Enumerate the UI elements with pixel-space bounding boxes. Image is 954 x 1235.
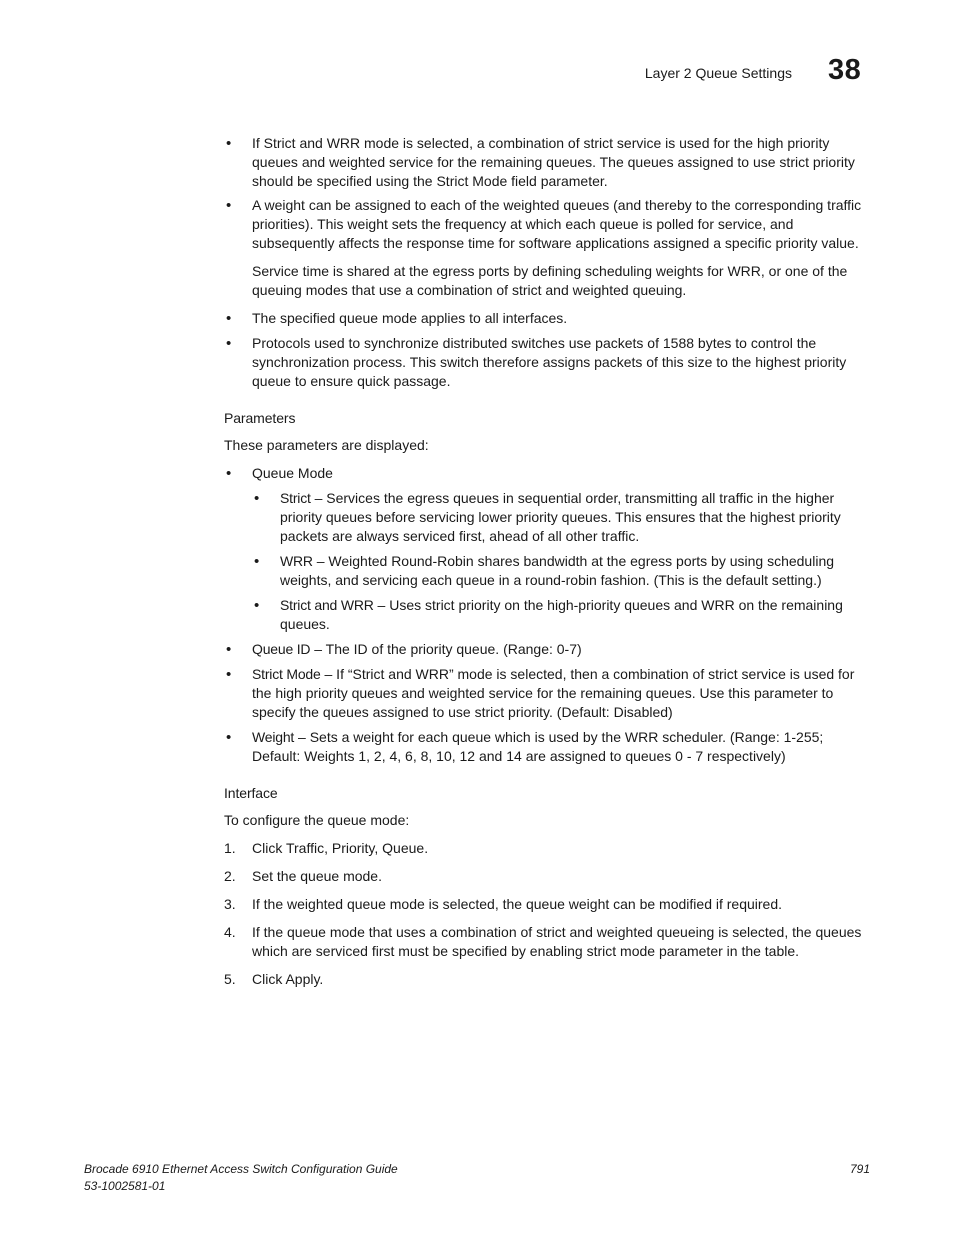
parameters-heading: Parameters bbox=[224, 410, 296, 426]
list-item: • Protocols used to synchronize distributed switches use packets of 1588 bytes to control the synchronization process. This switch therefore assigns packets of this size to the highest priority queue to ensure quick passage. bbox=[224, 334, 870, 391]
step-text: Click Traffic, Priority, Queue. bbox=[252, 840, 429, 856]
interface-intro: To configure the queue mode: bbox=[224, 812, 410, 828]
step-item bbox=[224, 895, 870, 914]
step-number: 4. bbox=[224, 924, 236, 940]
description: – Sets a weight for each queue which is used by the WRR scheduler. (Range: 1-255; Default: Weights 1, 2, 4, 6, 8, 10, 12 and 14 are assigned to queues 0 - 7 respectively) bbox=[252, 729, 824, 764]
step-number: 2. bbox=[224, 868, 236, 884]
description: – Uses strict priority on the high-priority queues and WRR on the remaining queues. bbox=[280, 597, 843, 632]
interface-heading: Interface bbox=[224, 785, 278, 801]
step-text: Set the queue mode. bbox=[252, 868, 382, 884]
page-footer-left bbox=[84, 1161, 398, 1195]
term: Weight bbox=[252, 729, 295, 745]
step-item bbox=[224, 839, 870, 858]
term: Queue ID bbox=[252, 641, 311, 657]
section-title: Layer 2 Queue Settings bbox=[644, 65, 792, 81]
list-item-mode bbox=[224, 489, 870, 546]
page-content bbox=[224, 134, 870, 989]
step-text: If the queue mode that uses a combination of strict and weighted queueing is selected, the queues which are serviced first must be specified by enabling strict mode parameter in the table. bbox=[252, 924, 862, 959]
step-number: 3. bbox=[224, 896, 236, 912]
list-item-parameter bbox=[224, 665, 870, 722]
chapter-number: 38 bbox=[828, 54, 862, 86]
list-item-parameter bbox=[224, 728, 870, 766]
guide-title: Brocade 6910 Ethernet Access Switch Configuration Guide bbox=[84, 1162, 398, 1176]
description: – Services the egress queues in sequential order, transmitting all traffic in the higher priority queues before servicing lower priority queues. This ensures that the highest priority packets are always serviced first, ahead of all other traffic. bbox=[280, 490, 841, 544]
step-number: 5. bbox=[224, 971, 236, 987]
doc-number: 53-1002581-01 bbox=[84, 1179, 166, 1193]
term: Strict Mode bbox=[252, 666, 321, 682]
page-number: 791 bbox=[849, 1162, 870, 1176]
list-item: • The specified queue mode applies to all interfaces. bbox=[224, 309, 870, 328]
step-text: If the weighted queue mode is selected, the queue weight can be modified if required. bbox=[252, 896, 783, 912]
term: WRR bbox=[280, 553, 313, 569]
description: – The ID of the priority queue. (Range: 0-7) bbox=[310, 641, 582, 657]
list-item-mode bbox=[224, 552, 870, 590]
step-number: 1. bbox=[224, 840, 236, 856]
list-item: • A weight can be assigned to each of the weighted queues (and thereby to the corresponding traffic priorities). This weight sets the frequency at which each queue is polled for service, and subsequently affects the response time for software applications assigned a specific priority value. bbox=[224, 196, 870, 253]
parameters-intro: These parameters are displayed: bbox=[224, 437, 429, 453]
step-item bbox=[224, 923, 870, 961]
description: – Weighted Round-Robin shares bandwidth at the egress ports by using scheduling weights, and servicing each queue in a round-robin fashion. (This is the default setting.) bbox=[280, 553, 835, 588]
paragraph: Service time is shared at the egress ports by defining scheduling weights for WRR, or one of the queuing modes that use a combination of strict and weighted queuing. bbox=[252, 263, 848, 298]
list-item-queue-mode: • Queue Mode bbox=[224, 464, 870, 483]
list-item-mode bbox=[224, 596, 870, 634]
list-item: • If Strict and WRR mode is selected, a combination of strict service is used for the high priority queues and weighted service for the remaining queues. The queues assigned to use strict priority should be specified using the Strict Mode field parameter. bbox=[224, 134, 870, 191]
description: – If “Strict and WRR” mode is selected, then a combination of strict service is used for the high priority queues and weighted service for the remaining queues. Use this parameter to specify the queues assigned to use strict priority. (Default: Disabled) bbox=[252, 666, 855, 720]
step-item bbox=[224, 867, 870, 886]
term: Strict bbox=[280, 490, 311, 506]
list-item-parameter bbox=[224, 640, 870, 659]
step-text: Click Apply. bbox=[252, 971, 324, 987]
step-item bbox=[224, 970, 870, 989]
term: Strict and WRR bbox=[280, 597, 374, 613]
